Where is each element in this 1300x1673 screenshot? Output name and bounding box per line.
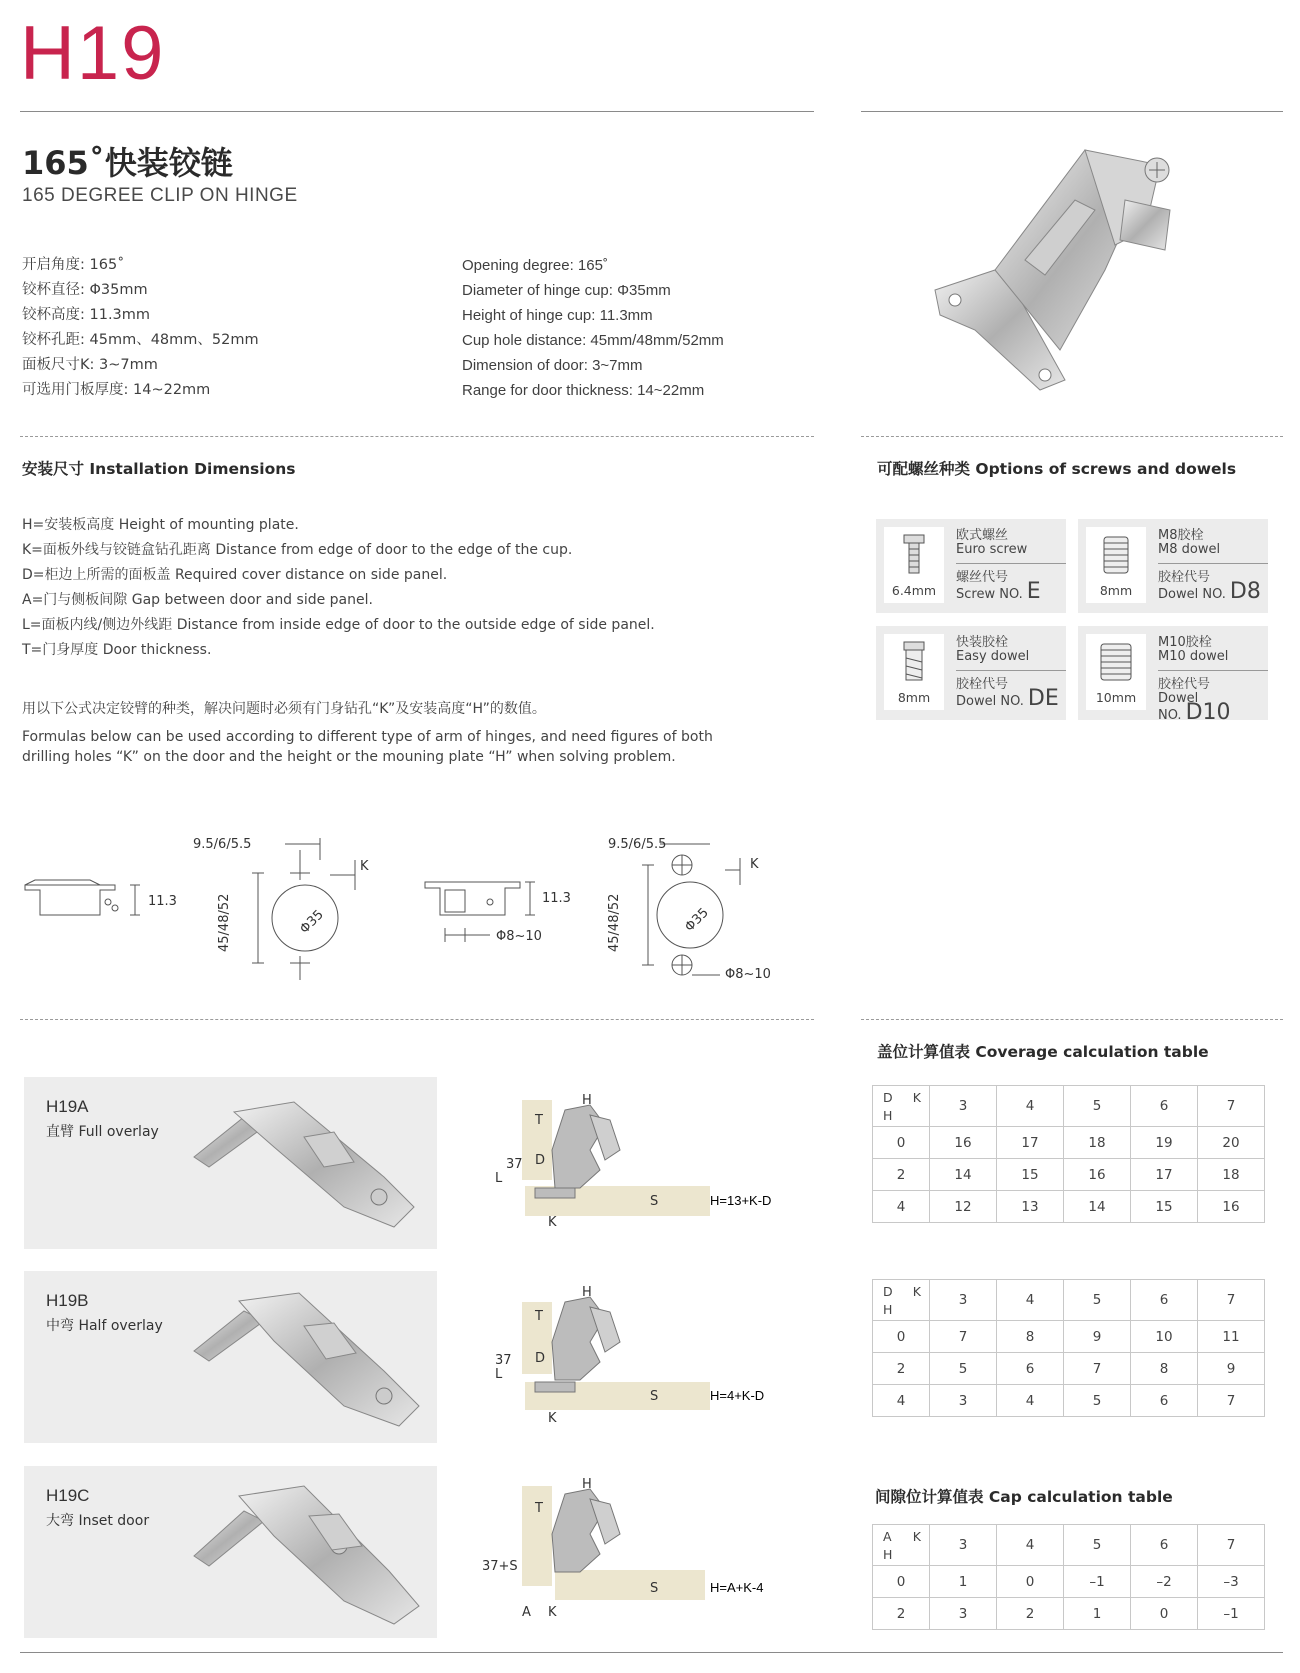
- cap-heading: 间隙位计算值表 Cap calculation table: [875, 1488, 1173, 1506]
- name-en: M10 dowel: [1158, 649, 1229, 664]
- k-header: 6: [1131, 1525, 1198, 1566]
- table-row: [873, 1159, 1265, 1191]
- code-value: D8: [1229, 579, 1261, 604]
- cell: 18: [1198, 1159, 1265, 1191]
- screw-name: [956, 529, 1027, 557]
- l-label: L: [495, 1367, 503, 1382]
- cell: 12: [930, 1191, 997, 1223]
- cell: 15: [997, 1159, 1064, 1191]
- technical-drawings: [20, 830, 800, 980]
- k-label: K: [750, 857, 759, 872]
- table-row: [873, 1598, 1265, 1630]
- note-line: drilling holes “K” on the door and the height or the mouning plate “H” when solving problem.: [22, 749, 676, 765]
- table-row: [873, 1385, 1265, 1417]
- corner-cell: [873, 1525, 930, 1566]
- cell: 16: [1198, 1191, 1265, 1223]
- cup-top-drawing: [193, 837, 369, 980]
- s-label: S: [650, 1581, 659, 1596]
- cell: 9: [1198, 1353, 1265, 1385]
- cell: 8: [997, 1321, 1064, 1353]
- k-header: 3: [930, 1086, 997, 1127]
- corner-cell: [873, 1280, 930, 1321]
- mounting-diagrams: [470, 1090, 830, 1650]
- cap-table: [872, 1524, 1265, 1630]
- k-header: 4: [997, 1086, 1064, 1127]
- table-row: [873, 1191, 1265, 1223]
- screw-option-euro: [876, 519, 1066, 613]
- variant-code: H19B: [46, 1291, 89, 1310]
- row-h: 2: [873, 1353, 930, 1385]
- t-label: T: [535, 1113, 543, 1128]
- corner-h: H: [883, 1302, 893, 1317]
- k-header: 7: [1198, 1280, 1265, 1321]
- corner-a: A: [883, 1529, 892, 1544]
- cell: 1: [930, 1566, 997, 1598]
- dowel-cup-side-drawing: [425, 882, 571, 944]
- dowel-size: 8mm: [897, 690, 931, 705]
- variant-code: H19A: [46, 1097, 89, 1116]
- cell: 8: [1131, 1353, 1198, 1385]
- screw-option-easy: [876, 626, 1066, 720]
- dowel-name: [1158, 529, 1220, 557]
- distance-label: 45/48/52: [607, 893, 622, 952]
- cell: –1: [1064, 1566, 1131, 1598]
- formula: H=A+K-4: [710, 1580, 764, 1595]
- divider: [1158, 563, 1268, 564]
- install-definitions: [22, 513, 655, 663]
- code-label-cn: 胶栓代号: [956, 677, 1009, 692]
- s-label: S: [650, 1194, 659, 1209]
- screws-heading: 可配螺丝种类 Options of screws and dowels: [877, 460, 1237, 478]
- dim-label: 37: [495, 1353, 512, 1368]
- formula: H=13+K-D: [710, 1193, 772, 1208]
- definition-line: D=柜边上所需的面板盖 Required cover distance on side panel.: [22, 567, 448, 583]
- code-value: DE: [1027, 686, 1059, 711]
- spec-line: Range for door thickness: 14~22mm: [462, 382, 705, 399]
- definition-line: K=面板外线与铰链盒钻孔距离 Distance from edge of door to the edge of the cup.: [22, 542, 573, 558]
- name-en: M8 dowel: [1158, 542, 1221, 557]
- dowel-cup-top-drawing: [607, 837, 771, 980]
- k-header: 4: [997, 1525, 1064, 1566]
- d-label: D: [535, 1351, 546, 1366]
- corner-k: K: [912, 1090, 921, 1105]
- cell: –1: [1198, 1598, 1265, 1630]
- dowel-cup-height-label: 11.3: [542, 891, 571, 906]
- definition-line: T=门身厚度 Door thickness.: [22, 642, 212, 658]
- spec-line: 铰杯高度: 11.3mm: [22, 307, 151, 323]
- variant-panel-b: [24, 1271, 437, 1443]
- cell: 11: [1198, 1321, 1265, 1353]
- corner-h: H: [883, 1547, 893, 1562]
- separator: [861, 1019, 1283, 1020]
- variant-type: 中弯 Half overlay: [46, 1318, 163, 1334]
- cell: 0: [1131, 1598, 1198, 1630]
- dowel-code: [1158, 678, 1268, 723]
- l-label: L: [495, 1171, 503, 1186]
- variant-panel-c: [24, 1466, 437, 1638]
- spec-line: 面板尺寸K: 3~7mm: [22, 357, 158, 373]
- definition-line: A=门与侧板间隙 Gap between door and side panel.: [22, 592, 373, 608]
- corner-d: D: [883, 1090, 893, 1105]
- spec-line: Dimension of door: 3~7mm: [462, 357, 643, 374]
- k-header: 6: [1131, 1086, 1198, 1127]
- cup-height-label: 11.3: [148, 894, 177, 909]
- code-label-cn: 胶栓代号: [1158, 570, 1211, 585]
- dowel-size: 10mm: [1095, 690, 1137, 705]
- code-value: D10: [1185, 700, 1231, 725]
- spec-line: 铰杯孔距: 45mm、48mm、52mm: [22, 332, 259, 348]
- cell: 17: [997, 1127, 1064, 1159]
- row-h: 0: [873, 1321, 930, 1353]
- name-cn: 快装胶栓: [956, 635, 1009, 650]
- table-row: [873, 1353, 1265, 1385]
- spec-line: Diameter of hinge cup: Φ35mm: [462, 282, 671, 299]
- k-header: 4: [997, 1280, 1064, 1321]
- cell: 14: [930, 1159, 997, 1191]
- cell: –2: [1131, 1566, 1198, 1598]
- note-line: Formulas below can be used according to different type of arm of hinges, and need figures of both: [22, 729, 713, 745]
- cell: 3: [930, 1598, 997, 1630]
- cell: 4: [997, 1385, 1064, 1417]
- divider: [1158, 670, 1268, 671]
- cell: 13: [997, 1191, 1064, 1223]
- cell: 7: [930, 1321, 997, 1353]
- cell: 19: [1131, 1127, 1198, 1159]
- row-h: 2: [873, 1598, 930, 1630]
- h-label: H: [582, 1477, 592, 1492]
- k-label: K: [548, 1215, 557, 1230]
- page-title-cn: 165˚快装铰链: [22, 144, 233, 182]
- corner-d: D: [883, 1284, 893, 1299]
- hinge-full-overlay-image: [184, 1087, 434, 1242]
- distance-label: 45/48/52: [217, 893, 232, 952]
- screw-code: [956, 571, 1041, 602]
- k-header: 3: [930, 1280, 997, 1321]
- cell: 1: [1064, 1598, 1131, 1630]
- dowel-code: [956, 678, 1059, 709]
- k-header: 6: [1131, 1280, 1198, 1321]
- t-label: T: [535, 1501, 543, 1516]
- screw-option-m10: [1078, 626, 1268, 725]
- k-header: 7: [1198, 1086, 1265, 1127]
- h-label: H: [582, 1093, 592, 1108]
- name-cn: 欧式螺丝: [956, 528, 1009, 543]
- d-label: D: [535, 1153, 546, 1168]
- cell: 6: [997, 1353, 1064, 1385]
- definition-line: H=安装板高度 Height of mounting plate.: [22, 517, 299, 533]
- name-cn: M10胶栓: [1158, 635, 1212, 650]
- cell: 5: [930, 1353, 997, 1385]
- dowel-size: 8mm: [1099, 583, 1133, 598]
- row-h: 4: [873, 1191, 930, 1223]
- cell: 10: [1131, 1321, 1198, 1353]
- separator: [20, 1019, 814, 1020]
- offset-label: 9.5/6/5.5: [608, 837, 667, 852]
- s-label: S: [650, 1389, 659, 1404]
- table-row: [873, 1321, 1265, 1353]
- k-header: 5: [1064, 1525, 1131, 1566]
- k-header: 3: [930, 1525, 997, 1566]
- cell: 2: [997, 1598, 1064, 1630]
- code-label-en: Dowel NO.: [1158, 587, 1226, 602]
- variant-type: 直臂 Full overlay: [46, 1124, 159, 1140]
- k-header: 5: [1064, 1280, 1131, 1321]
- hinge-product-image: [915, 140, 1215, 410]
- dowel-dia-label: Φ8~10: [725, 967, 771, 980]
- coverage-table-2: [872, 1279, 1265, 1417]
- cell: 14: [1064, 1191, 1131, 1223]
- screw-size: 6.4mm: [891, 583, 937, 598]
- spec-line: Height of hinge cup: 11.3mm: [462, 307, 653, 324]
- spec-line: 可选用门板厚度: 14~22mm: [22, 382, 211, 398]
- code-label-cn: 胶栓代号: [1158, 677, 1211, 692]
- spec-line: Cup hole distance: 45mm/48mm/52mm: [462, 332, 724, 349]
- h-label: H: [582, 1285, 592, 1300]
- spec-line: 开启角度: 165˚: [22, 257, 125, 273]
- cell: –3: [1198, 1566, 1265, 1598]
- row-h: 4: [873, 1385, 930, 1417]
- corner-k: K: [912, 1529, 921, 1544]
- model-number: H19: [20, 11, 166, 96]
- spec-line: Opening degree: 165˚: [462, 257, 608, 274]
- variant-type: 大弯 Inset door: [46, 1513, 150, 1529]
- dim-label: 37: [506, 1157, 523, 1172]
- code-label-en: Dowel NO.: [1158, 691, 1199, 723]
- name-en: Easy dowel: [956, 649, 1030, 664]
- coverage-table-1: [872, 1085, 1265, 1223]
- formula: H=4+K-D: [710, 1388, 765, 1403]
- corner-cell: [873, 1086, 930, 1127]
- k-label: K: [548, 1411, 557, 1426]
- row-h: 0: [873, 1127, 930, 1159]
- cell: 17: [1131, 1159, 1198, 1191]
- variant-code: H19C: [46, 1486, 90, 1505]
- cell: 5: [1064, 1385, 1131, 1417]
- k-header: 5: [1064, 1086, 1131, 1127]
- cell: 7: [1064, 1353, 1131, 1385]
- divider-bottom: [20, 1652, 1283, 1653]
- cell: 15: [1131, 1191, 1198, 1223]
- code-value: E: [1026, 579, 1041, 604]
- table-row: [873, 1127, 1265, 1159]
- separator: [861, 436, 1283, 437]
- table-row: [873, 1566, 1265, 1598]
- k-label: K: [548, 1605, 557, 1620]
- hinge-half-overlay-image: [184, 1281, 434, 1436]
- divider: [956, 563, 1066, 564]
- cell: 16: [1064, 1159, 1131, 1191]
- name-en: Euro screw: [956, 542, 1028, 557]
- cell: 18: [1064, 1127, 1131, 1159]
- formula-note-en: [22, 727, 713, 767]
- code-label-cn: 螺丝代号: [956, 570, 1009, 585]
- mounting-diagram-b: [495, 1285, 764, 1426]
- mounting-diagram-a: [495, 1093, 771, 1230]
- row-h: 2: [873, 1159, 930, 1191]
- hinge-inset-image: [184, 1476, 434, 1631]
- variant-panel-a: [24, 1077, 437, 1249]
- k-header: 7: [1198, 1525, 1265, 1566]
- separator: [20, 436, 814, 437]
- dowel-dia-label: Φ8~10: [496, 929, 542, 944]
- a-label: A: [522, 1605, 531, 1620]
- page-title-en: 165 DEGREE CLIP ON HINGE: [22, 185, 298, 206]
- specs-cn: [22, 253, 259, 403]
- cell: 7: [1198, 1385, 1265, 1417]
- dowel-name: [1158, 636, 1228, 664]
- dowel-name: [956, 636, 1029, 664]
- t-label: T: [535, 1309, 543, 1324]
- dowel-code: [1158, 571, 1261, 602]
- k-label: K: [360, 859, 369, 874]
- formula-note-cn: 用以下公式决定铰臂的种类，解决问题时必须有门身钻孔“K”及安装高度“H”的数值。: [22, 701, 546, 717]
- coverage-heading: 盖位计算值表 Coverage calculation table: [877, 1043, 1209, 1061]
- cell: 9: [1064, 1321, 1131, 1353]
- specs-en: [462, 253, 724, 403]
- mounting-diagram-c: [482, 1477, 763, 1620]
- code-label-en: Screw NO.: [956, 587, 1023, 602]
- install-heading: 安装尺寸 Installation Dimensions: [22, 460, 296, 478]
- spec-line: 铰杯直径: Φ35mm: [22, 282, 148, 298]
- cup-dia-label: Φ35: [682, 905, 712, 935]
- cell: 6: [1131, 1385, 1198, 1417]
- cup-side-drawing: [25, 880, 177, 915]
- corner-k: K: [912, 1284, 921, 1299]
- cup-dia-label: Φ35: [297, 907, 327, 937]
- dim-label: 37+S: [482, 1559, 518, 1574]
- name-cn: M8胶栓: [1158, 528, 1204, 543]
- corner-h: H: [883, 1108, 893, 1123]
- code-label-en: Dowel NO.: [956, 694, 1024, 709]
- definition-line: L=面板内线/侧边外线距 Distance from inside edge of door to the outside edge of side panel.: [22, 617, 655, 633]
- divider: [956, 670, 1066, 671]
- offset-label: 9.5/6/5.5: [193, 837, 252, 852]
- divider-top-right: [861, 111, 1283, 112]
- screw-option-m8: [1078, 519, 1268, 613]
- cell: 16: [930, 1127, 997, 1159]
- divider-top-left: [20, 111, 814, 112]
- cell: 20: [1198, 1127, 1265, 1159]
- cell: 3: [930, 1385, 997, 1417]
- row-h: 0: [873, 1566, 930, 1598]
- cell: 0: [997, 1566, 1064, 1598]
